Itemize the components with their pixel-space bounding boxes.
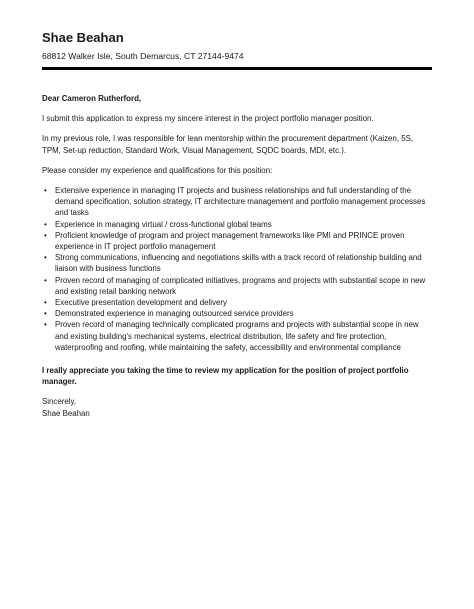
sender-address: 68812 Walker Isle, South Demarcus, CT 27144-9474 [42,51,244,61]
salutation: Dear Cameron Rutherford, [42,94,142,103]
list-item: • Proven record of managing of complicated initiatives, programs and projects with substantial scope in new and existing retail banking network [42,275,432,297]
closing-statement: I really appreciate you taking the time to review my application for the position of project portfolio manager. [42,366,409,387]
list-item: • Extensive experience in managing IT projects and business relationships and full understanding of the demand specification, solution strategy, IT architecture management and portfolio management processes and tasks [42,185,432,219]
paragraph-consider: Please consider my experience and qualifications for this position: [42,165,273,175]
paragraph-intro: I submit this application to express my sincere interest in the project portfolio manager position. [42,114,374,124]
signoff: Sincerely, [42,397,77,407]
qualifications-list [42,185,432,353]
list-item: • Demonstrated experience in managing outsourced service providers [42,308,432,319]
list-item: • Proven record of managing technically complicated programs and projects with substantial scope in new and existing building's mechanical systems, electrical distribution, life safety and fire protection, waterproofing and roofing, while maintaining the safety, accessibility and environmental compliance [42,319,432,353]
list-item: • Executive presentation development and delivery [42,297,432,308]
list-item: • Experience in managing virtual / cross-functional global teams [42,219,432,230]
paragraph-previous-role: In my previous role, I was responsible for lean mentorship within the procurement department (Kaizen, 5S, TPM, Set-up reduction, Standard Work, Visual Management, SQDC boards, MDI, etc.). [42,134,414,155]
header-divider [42,67,432,70]
signature: Shae Beahan [42,409,90,419]
sender-name: Shae Beahan [42,30,124,45]
letter-body [42,93,432,420]
list-item: • Strong communications, influencing and negotiations skills with a track record of relationship building and liaison with business functions [42,252,432,274]
list-item: • Proficient knowledge of program and project management frameworks like PMI and PRINCE proven experience in IT project portfolio management [42,230,432,252]
